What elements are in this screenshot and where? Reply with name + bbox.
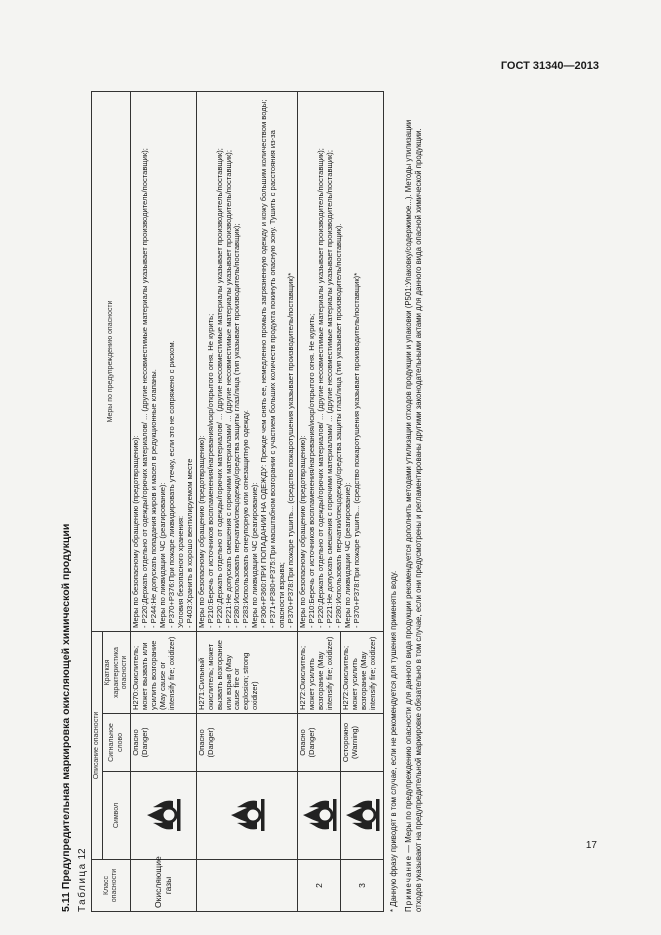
flame-over-circle-icon [342, 794, 382, 838]
signal-word-cell: Опасно (Danger) [131, 714, 197, 772]
hazard-table [91, 91, 384, 912]
precaution-line: - P371+P380+P375:При масштабном возгорании с участием больших количеств продукта покинуть опасную зону. Тушить с расстояния из-за опасности взрыва; [268, 130, 287, 628]
precaution-line: - P370+P378:При пожаре тушить... (средство пожаротушения указывает производитель/поставщик)* [286, 272, 296, 628]
header-precautionary: Меры по предупреждению опасности [92, 91, 131, 631]
short-description-cell: Н271:Сильный окислитель; может вызвать возгорание или взрыв (May cause fire or explosion; strong oxidizer) [196, 631, 297, 713]
page-number: 17 [585, 840, 597, 851]
precaution-line: - P283:Использовать огнеупорную или огнезащитную одежду. [241, 410, 251, 628]
signal-word-cell: Опасно (Danger) [196, 714, 297, 772]
header-short-description: Краткая характеристика опасности [103, 631, 131, 713]
note-text: — Меры по предупреждению опасности для данного вида продукции рекомендуется дополнить методами утилизации отходов продукции и упаковки (P501:Упаковку/содержимое...). Методы утилизации отходов указывают на предупредительной маркировке обязательно в том случае, если они предусмотрены и регламентированы другими законодательными актами для данного вида опасной химической продукции. [404, 119, 424, 912]
precaution-line: - P220:Держать отдельно от одежды/горючих материалов/ ... (другие несовместимые материалы указывает производитель/поставщик); [139, 148, 149, 628]
precaution-line: - P370+P376:При пожаре ликвидировать утечку, если это не сопряжено с риском. [166, 340, 176, 628]
precaution-line: Меры по безопасному обращению (предотвращению): [298, 435, 308, 628]
table-footnote: * Данную фразу приводят в том случае, если не рекомендуется для тушения применять воду. [389, 570, 399, 912]
precaution-line: - P280:Использовать перчатки/спецодежду/средства защиты глаз/лица (тип указывает производитель/поставщик). [333, 223, 343, 628]
section-heading: 5.11 Предупредительная маркировка окисляющей химической продукции [60, 523, 72, 912]
precautionary-cell [196, 91, 297, 631]
short-description-cell: Н272:Окислитель; может усилить возгорание (May intensify fire; oxidizer) [341, 631, 384, 713]
standard-code: ГОСТ 31340—2013 [500, 60, 599, 72]
symbol-cell [341, 772, 384, 860]
table-note [404, 92, 424, 912]
flame-over-circle-icon [227, 794, 267, 838]
rotated-content [60, 92, 605, 912]
signal-word-cell: Осторожно (Warning) [341, 714, 384, 772]
precaution-line: Меры по безопасному обращению (предотвращению): [131, 435, 140, 628]
precaution-line: - P221:Не допускать смешения с горючими материалами/ ... (другие несовместимые материалы указывает производитель/поставщик); [325, 150, 335, 628]
precaution-line: Меры по безопасному обращению (предотвращению): [196, 435, 206, 628]
note-label: Примечание [404, 854, 414, 912]
header-symbol: Символ [103, 772, 131, 860]
table-row [298, 91, 341, 911]
precaution-line: - P210:Беречь от источников воспламенения/нагревания/искр/открытого огня. Не курить; [307, 313, 317, 628]
table-caption [77, 92, 91, 912]
precaution-line: - P280:Использовать перчатки/спецодежду/средства защиты глаз/лица (тип указывает производитель/поставщик); [232, 223, 242, 628]
precaution-line: - P306+P360:ПРИ ПОПАДАНИИ НА ОДЕЖДУ: Прежде чем снять ее, немедленно промыть загрязненную одежду и кожу большим количеством воды; [259, 99, 269, 628]
precaution-line: - P403:Хранить в хорошо вентилируемом месте [184, 458, 194, 628]
short-description-cell: Н272:Окислитель; может усилить возгорание (May intensify fire; oxidizer) [298, 631, 341, 713]
table-number: 12 [77, 848, 88, 860]
precaution-line: Условия безопасного хранения: [175, 515, 185, 628]
precaution-line: - P210:Беречь от источников воспламенения/нагревания/искр/открытого огня. Не курить; [205, 313, 215, 628]
signal-word-cell: Опасно (Danger) [298, 714, 341, 772]
symbol-cell [298, 772, 341, 860]
precautionary-cell [298, 91, 384, 631]
precaution-line: Меры по ликвидации ЧС (реагирование): [250, 482, 260, 628]
hazard-class-cell [196, 860, 297, 912]
hazard-class-cell: 2 [298, 860, 341, 912]
precaution-line: Меры по ликвидации ЧС (реагирование): [342, 482, 352, 628]
precaution-line: Меры по ликвидации ЧС (реагирование): [157, 482, 167, 628]
precaution-line: - P370+P378:При пожаре тушить... (средство пожаротушения указывает производитель/поставщик)* [351, 272, 361, 628]
precaution-line: - P220:Держать отдельно от одежды/горючих материалов/ ... (другие несовместимые материалы указывает производитель/поставщик); [214, 148, 224, 628]
header-row-top [92, 91, 103, 911]
table-label: Таблица [77, 862, 88, 912]
precautionary-cell [131, 91, 197, 631]
precaution-line: - P221:Не допускать смешения с горючими материалами/ ... (другие несовместимые материалы указывает производитель/поставщик); [223, 150, 233, 628]
table-row [196, 91, 297, 911]
hazard-class-cell: 3 [341, 860, 384, 912]
header-hazard-class: Класс опасности [92, 860, 131, 912]
flame-over-circle-icon [143, 794, 183, 838]
header-signal-word: Сигнальное слово [103, 714, 131, 772]
category-row [131, 91, 197, 911]
precaution-line: - P244:Не допускать попадания жиров и масел в редукционные клапаны. [148, 369, 158, 628]
symbol-cell [131, 772, 197, 860]
category-cell: Окисляющие газы [131, 860, 197, 912]
precaution-line: - P220:Держать отдельно от одежды/горючих материалов/ ... (другие несовместимые материалы указывает производитель/поставщик); [316, 148, 326, 628]
flame-over-circle-icon [299, 794, 339, 838]
short-description-cell: Н270:Окислитель; может вызвать или усилить возгорание (May cause or intensify fire; oxidizer) [131, 631, 197, 713]
header-hazard-description: Описание опасности [92, 631, 103, 859]
symbol-cell [196, 772, 297, 860]
